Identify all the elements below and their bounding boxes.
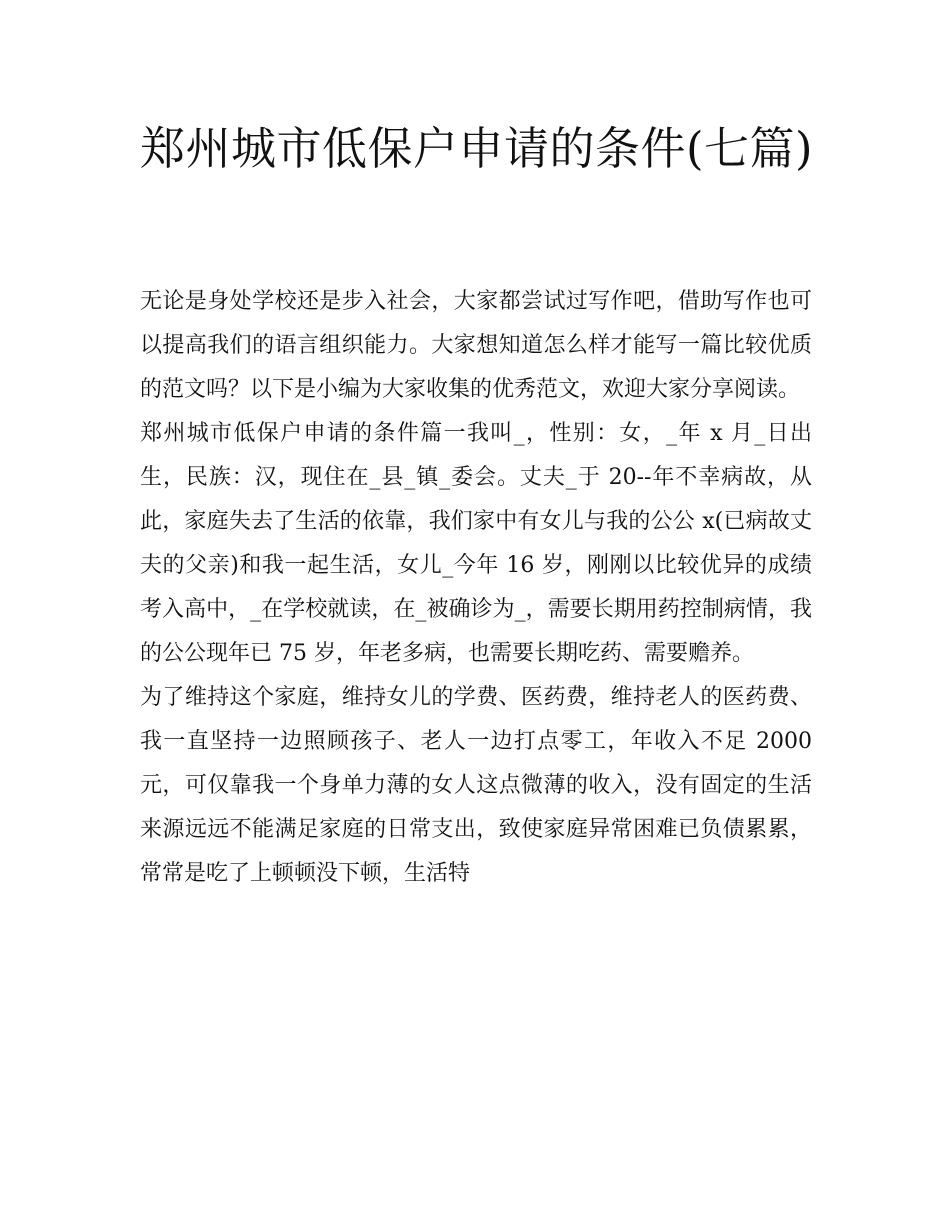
document-body [140,280,812,896]
paragraph-application-1: 郑州城市低保户申请的条件篇一我叫_，性别：女，_年 x 月_日出生，民族：汉，现住在_县_镇_委会。丈夫_于 20--年不幸病故，从此，家庭失去了生活的依靠，我们家中有女儿与我的公公 x(已病故丈夫的父亲)和我一起生活，女儿_今年 16 岁，刚刚以比较优异的成绩考入高中，_在学校就读，在_被确诊为_，需要长期用药控制病情，我的公公现年已 75 岁，年老多病，也需要长期吃药、需要赡养。 [140,421,812,666]
document-title: 郑州城市低保户申请的条件(七篇) [140,122,814,175]
paragraph-intro: 无论是身处学校还是步入社会，大家都尝试过写作吧，借助写作也可以提高我们的语言组织能力。大家想知道怎么样才能写一篇比较优质的范文吗？以下是小编为大家收集的优秀范文，欢迎大家分享阅读。 [140,289,812,402]
paragraph-application-2: 为了维持这个家庭，维持女儿的学费、医药费，维持老人的医药费、我一直坚持一边照顾孩子、老人一边打点零工，年收入不足 2000 元，可仅靠我一个身单力薄的女人这点微薄的收入，没有固定的生活来源远远不能满足家庭的日常支出，致使家庭异常困难已负债累累，常常是吃了上顿顿没下顿，生活特 [140,685,812,886]
